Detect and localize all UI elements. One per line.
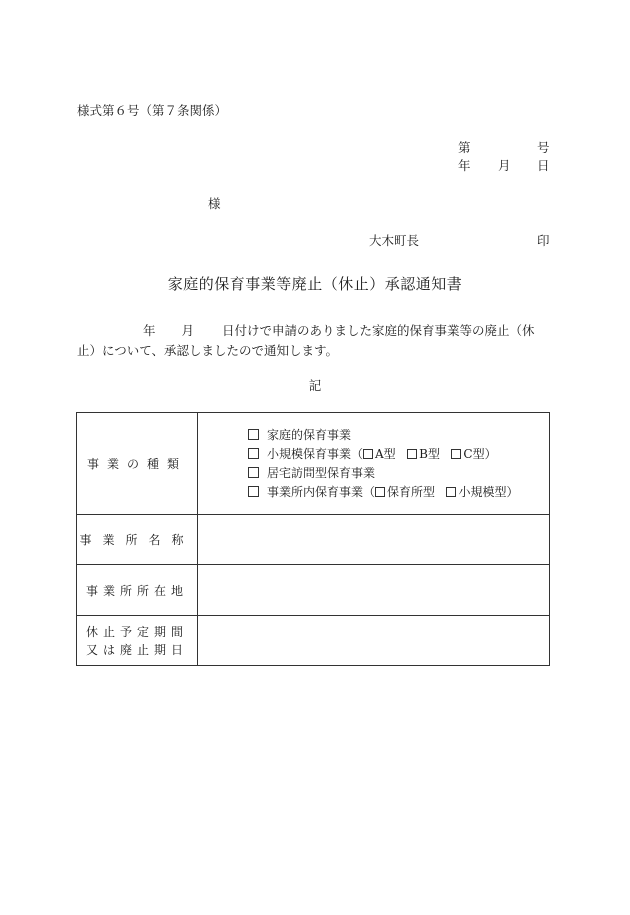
checkbox-icon[interactable] xyxy=(446,487,456,497)
business-type-options-cell xyxy=(198,413,550,515)
table-row xyxy=(77,515,550,565)
option-small-daycare[interactable]: 小規模保育事業（ A型 B型 C型） xyxy=(248,445,549,464)
document-number-suffix: 号 xyxy=(537,140,550,155)
date-day-label: 日 xyxy=(537,158,550,173)
table-row xyxy=(77,616,550,666)
table-row xyxy=(77,413,550,515)
body-year-label: 年 xyxy=(143,323,156,338)
document-number-label: 第 xyxy=(458,140,471,155)
facility-name-label-cell xyxy=(77,515,198,565)
facility-address-field[interactable] xyxy=(198,565,550,616)
option-workplace-daycare[interactable]: 事業所内保育事業（ 保育所型 小規模型） xyxy=(248,483,549,502)
period-field[interactable] xyxy=(198,616,550,666)
facility-address-label: 事業所所在地 xyxy=(85,583,188,598)
facility-address-label-cell xyxy=(77,565,198,616)
seal-mark: 印 xyxy=(537,233,550,248)
checkbox-icon[interactable] xyxy=(248,486,259,497)
checkbox-icon[interactable] xyxy=(248,429,259,440)
body-line-1 xyxy=(77,321,551,341)
checkbox-icon[interactable] xyxy=(407,449,417,459)
document-title: 家庭的保育事業等廃止（休止）承認通知書 xyxy=(167,275,463,293)
period-label-line-1: 休止予定期間 xyxy=(85,624,188,639)
facility-name-field[interactable] xyxy=(198,515,550,565)
table-row xyxy=(77,565,550,616)
issuer-name: 大木町長 xyxy=(369,233,420,248)
business-type-label: 事業の種類 xyxy=(86,457,187,471)
form-number: 様式第６号（第７条関係） xyxy=(77,103,228,118)
period-label-line-2: 又は廃止期日 xyxy=(85,642,188,657)
facility-name-label: 事業所名称 xyxy=(79,533,195,547)
checkbox-icon[interactable] xyxy=(451,449,461,459)
date-year-label: 年 xyxy=(458,158,471,173)
checkbox-icon[interactable] xyxy=(248,467,259,478)
date-month-label: 月 xyxy=(498,158,511,173)
body-line-1-text: 日付けで申請のありました家庭的保育事業等の廃止（休 xyxy=(222,323,535,338)
checkbox-icon[interactable] xyxy=(363,449,373,459)
business-type-label-cell xyxy=(77,413,198,515)
period-label-cell xyxy=(77,616,198,666)
body-line-2: 止）について、承認しましたので通知します。 xyxy=(77,343,339,358)
checkbox-icon[interactable] xyxy=(248,448,259,459)
body-month-label: 月 xyxy=(181,323,195,338)
form-table xyxy=(76,412,550,666)
checkbox-icon[interactable] xyxy=(375,487,385,497)
recipient-honorific: 様 xyxy=(208,196,221,211)
ki-heading: 記 xyxy=(308,378,322,393)
option-family-daycare[interactable]: 家庭的保育事業 xyxy=(248,426,549,445)
body-text xyxy=(77,321,551,361)
option-home-visit-daycare[interactable]: 居宅訪問型保育事業 xyxy=(248,464,549,483)
